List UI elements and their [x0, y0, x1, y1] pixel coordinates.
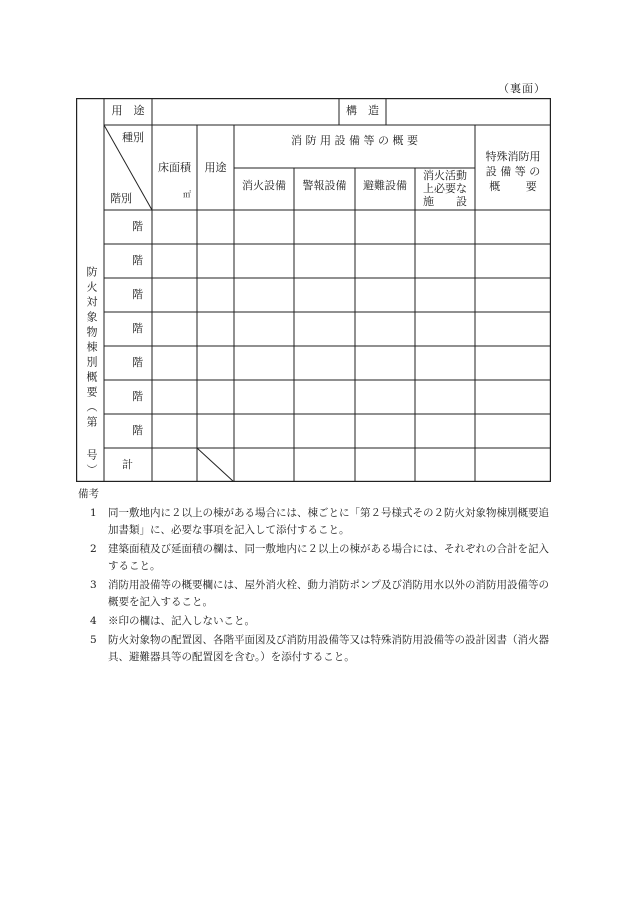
- floor-row-1: 階: [132, 220, 143, 233]
- remark-item: 1 同一敷地内に２以上の棟がある場合には、棟ごとに「第２号様式その２防火対象物棟別概要追加書類」に、必要な事項を記入して添付すること。: [90, 507, 549, 536]
- remark-item: 2 建築面積及び延面積の欄は、同一敷地内に２以上の棟がある場合には、それぞれの合計を記入すること。: [90, 543, 549, 572]
- corner-type-label: 種別: [122, 131, 144, 144]
- fire-extinguishing-label: 消火設備: [242, 179, 286, 192]
- floor-row-4: 階: [132, 322, 143, 335]
- firefighting-facilities-label: 消火活動 上必要な 施 設: [423, 169, 467, 208]
- building-overview-form: [76, 98, 551, 482]
- reverse-side-label: （裏面）: [498, 82, 546, 95]
- total-row-label: 計: [122, 458, 133, 471]
- floor-area-unit: ㎡: [183, 190, 191, 199]
- evacuation-label: 避難設備: [363, 179, 407, 192]
- side-title: 防火対象物棟別概要（第号）: [85, 266, 98, 479]
- remarks-section: [78, 486, 558, 668]
- remark-item: 3 消防用設備等の概要欄には、屋外消火栓、動力消防ポンプ及び消防用水以外の消防用設備等の概要を記入すること。: [90, 579, 549, 608]
- floor-row-2: 階: [132, 254, 143, 267]
- alarm-label: 警報設備: [302, 179, 347, 192]
- usage-column-label: 用途: [204, 161, 227, 174]
- corner-floor-label: 階別: [110, 192, 132, 205]
- remark-item: 5 防火対象物の配置図、各階平面図及び消防用設備等又は特殊消防用設備等の設計図書（消火器具、避難器具等の配置図を含む。）を添付すること。: [90, 634, 549, 663]
- structure-label: 構 造: [346, 104, 379, 117]
- floor-row-7: 階: [132, 424, 143, 437]
- floor-row-3: 階: [132, 288, 143, 301]
- floor-row-5: 階: [132, 356, 143, 369]
- remarks-title: 備考: [78, 488, 99, 500]
- remark-item: 4 ※印の欄は、記入しないこと。: [90, 615, 255, 627]
- floor-area-label: 床面積: [158, 161, 191, 174]
- usage-label: 用 途: [111, 104, 145, 117]
- equipment-overview-label: 消 防 用 設 備 等 の 概 要: [291, 134, 418, 147]
- floor-row-6: 階: [132, 390, 143, 403]
- special-equipment-label: 特殊消防用 設 備 等 の 概 要: [485, 150, 541, 193]
